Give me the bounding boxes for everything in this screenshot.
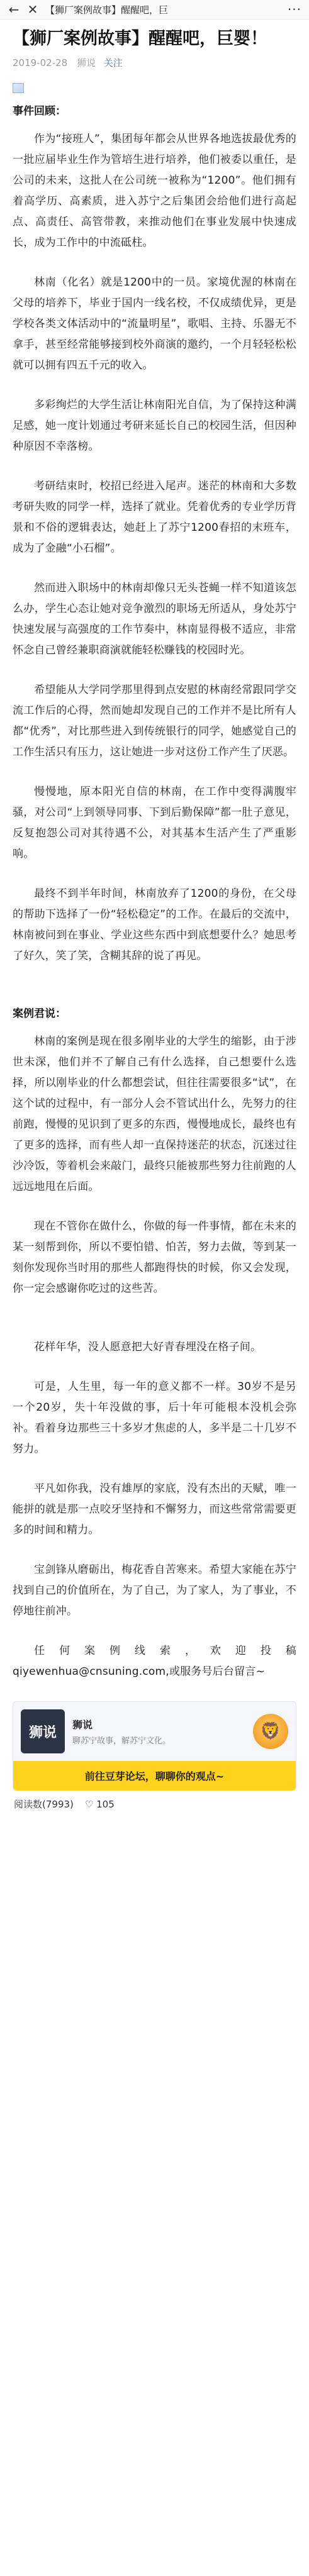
paragraph: 慢慢地，原本阳光自信的林南，在工作中变得满腹牢骚，对公司“上到领导同事、下到后勤保障”都一肚子意见，反复抱怨公司对其待遇不公，对其基本生活产生了严重影响。 bbox=[13, 786, 296, 860]
author-link[interactable]: 狮说 bbox=[76, 57, 96, 69]
like-icon[interactable]: ♡ bbox=[84, 1798, 94, 1810]
section-heading-comment: 案例君说： bbox=[13, 1008, 66, 1020]
paragraph: 作为“接班人”，集团每年都会从世界各地选拔最优秀的一批应届毕业生作为管培生进行培养，他们被委以重任，是公司的未来，这批人在公司统一被称为“1200”。他们拥有着高学历、高素质，进入苏宁之后集团会给他们进行高起点、高责任、高管带教，来推动他们在事业发展中快速成长，成为工作中的中流砥柱。 bbox=[13, 133, 296, 249]
paragraph: 考研结束时，校招已经进入尾声。迷茫的林南和大多数考研失败的同学一样，选择了就业。凭着优秀的专业学历背景和不俗的逻辑表达，她赶上了苏宁1200春招的末班车，成为了金融“小石榴”。 bbox=[13, 480, 296, 555]
paragraph: 宝剑锋从磨砺出，梅花香自苦寒来。希望大家能在苏宁找到自己的价值所在，为了自己，为了家人，为了事业，不停地往前冲。 bbox=[13, 1563, 296, 1618]
account-logo: 狮说 bbox=[21, 1709, 65, 1753]
forum-banner-button[interactable]: 前往豆芽论坛，聊聊你的观点~ bbox=[13, 1761, 296, 1790]
follow-button[interactable]: 关注 bbox=[103, 57, 123, 69]
read-count: 阅读数(7993) bbox=[14, 1799, 74, 1810]
more-menu-icon[interactable]: ··· bbox=[287, 2, 301, 17]
section-heading-event: 事件回顾： bbox=[13, 105, 66, 118]
paragraph: 花样年华，没人愿意把大好青春埋没在格子间。 bbox=[34, 1341, 262, 1353]
spacer bbox=[13, 1318, 296, 1337]
article-meta bbox=[13, 56, 296, 69]
broken-image-icon bbox=[13, 83, 24, 93]
back-arrow-icon[interactable]: ← bbox=[8, 2, 20, 17]
paragraph: 最终不到半年时间，林南放弃了1200的身份，在父母的帮助下选择了一份“轻松稳定”的工作。在最后的交流中，林南被问到在事业、学业这些东西中到底想要什么？她思考了好久，笑了笑，含糊其辞的说了再见。 bbox=[13, 887, 296, 962]
paragraph: 多彩绚烂的大学生活让林南阳光自信，为了保持这种满足感，她一度计划通过考研来延长自己的校园生活，但因种种原因不幸落榜。 bbox=[13, 399, 296, 453]
paragraph: 希望能从大学同学那里得到点安慰的林南经常跟同学交流工作后的心得，然而她却发现自己的工作并不是比所有人都“优秀”，对比那些进入到传统银行的同学，她感觉自己的工作生活只有压力，这让她进一步对这份工作产生了厌恶。 bbox=[13, 684, 296, 758]
card-info bbox=[72, 1717, 245, 1746]
stats-bar bbox=[13, 1791, 296, 1814]
account-name: 狮说 bbox=[72, 1719, 93, 1731]
publish-date: 2019-02-28 bbox=[13, 57, 68, 69]
account-desc: 聊苏宁故事，解苏宁文化。 bbox=[72, 1736, 171, 1746]
top-bar bbox=[0, 0, 309, 19]
contribute-note: 任何案例线索，欢迎投稿qiyewenhua@cnsuning.com,或服务号后台留言~ bbox=[13, 1645, 296, 1678]
paragraph: 然而进入职场中的林南却像只无头苍蝇一样不知道该怎么办，学生心态让她对竞争激烈的职场无所适从，身处苏宁快速发展与高强度的工作节奏中，林南显得极不适应，非常怀念自己曾经兼职商演就能轻松赚钱的校园时光。 bbox=[13, 582, 296, 657]
account-card[interactable] bbox=[13, 1701, 296, 1791]
paragraph: 可是，人生里，每一年的意义都不一样。30岁不是另一个20岁，失十年没做的事，后十年可能根本没机会弥补。看着身边那些三十多岁才焦虑的人，多半是二十几岁不努力。 bbox=[13, 1380, 296, 1455]
paragraph: 平凡如你我，没有雄厚的家底，没有杰出的天赋，唯一能拼的就是那一点咬牙坚持和不懈努力，而这些常常需要更多的时间和精力。 bbox=[13, 1482, 296, 1536]
paragraph: 林南的案例是现在很多刚毕业的大学生的缩影，由于涉世未深，他们并不了解自己有什么选择，自己想要什么选择，所以刚毕业的什么都想尝试，但往往需要很多“试”，在这个试的过程中，有一部分人会不管试出什么，先努力的往前跑，慢慢的见识到了更多的东西，慢慢地成长，最终也有了更多的选择，而有些人却一直保持迷茫的状态，沉迷过往沙冷饭，等着机会来敲门，最终只能被那些努力往前跑的人远远地甩在后面。 bbox=[13, 1035, 296, 1193]
like-count: 105 bbox=[96, 1798, 115, 1810]
paragraph: 现在不管你在做什么，你做的每一件事情，都在未来的某一刻帮到你，所以不要怕错、怕苦，努力去做，等到某一刻你发现你当时用的那些人都跑得快的时候，你又会发现，你一定会感谢你吃过的这些苦。 bbox=[13, 1220, 296, 1295]
page-title: 【狮厂案例故事】醒醒吧，巨 bbox=[45, 4, 169, 16]
close-icon[interactable]: ✕ bbox=[27, 2, 38, 17]
spacer bbox=[13, 985, 296, 1004]
paragraph: 林南（化名）就是1200中的一员。家境优渥的林南在父母的培养下，毕业于国内一线名校，不仅成绩优异，更是学校各类文体活动中的“流量明星”，歌唱、主持、乐器无不拿手，甚至经常能够接到校外商演的邀约，一个月轻轻松松就可以拥有四五千元的收入。 bbox=[13, 276, 296, 372]
lion-mascot-icon: 🦁 bbox=[253, 1714, 288, 1749]
article-body bbox=[0, 19, 309, 1814]
card-header bbox=[21, 1709, 288, 1753]
article-title: 【狮厂案例故事】醒醒吧，巨婴！ bbox=[13, 29, 267, 48]
